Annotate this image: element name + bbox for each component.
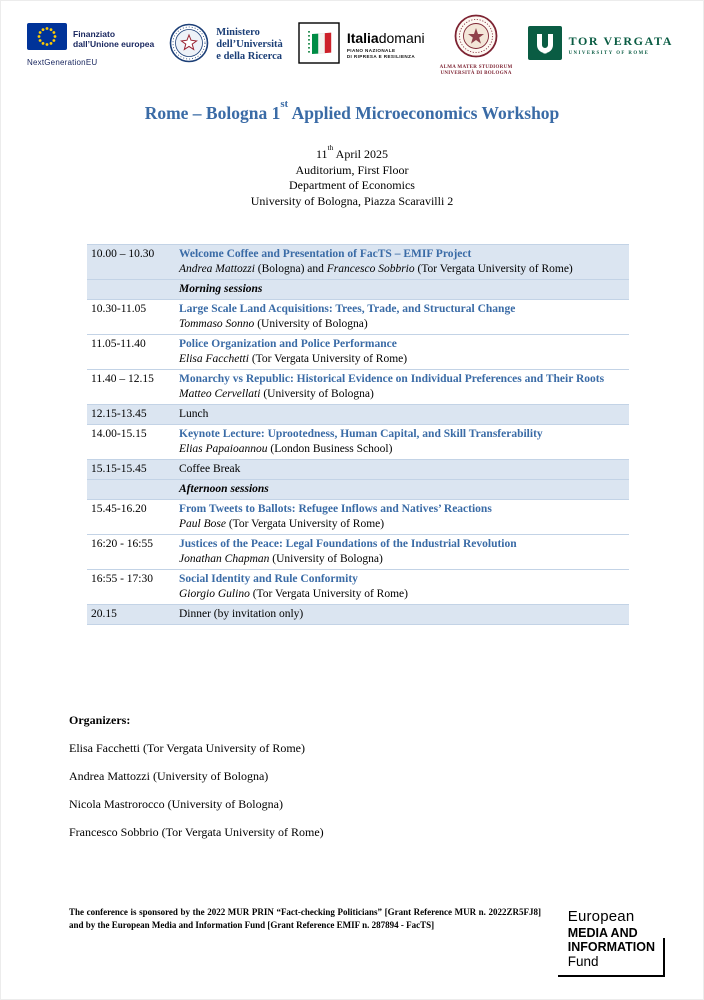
ministero-universita-logo	[169, 23, 283, 68]
tor-vergata-text: TOR VERGATA UNIVERSITY OF ROME	[568, 34, 673, 56]
schedule-time: 10.30-11.05	[91, 303, 147, 315]
ministero-text: Ministero dell’Università e della Ricerca	[216, 27, 283, 62]
schedule-row	[87, 425, 629, 460]
schedule-content	[179, 426, 629, 457]
schedule-time: 10.00 – 10.30	[91, 248, 155, 260]
schedule-content	[179, 571, 629, 602]
schedule-content	[179, 246, 629, 277]
talk-title: From Tweets to Ballots: Refugee Inflows and Natives’ Reactions	[179, 503, 492, 515]
schedule-time: 14.00-15.15	[91, 428, 147, 440]
bologna-seal-icon	[454, 14, 498, 63]
schedule-time: 11.05-11.40	[91, 338, 146, 350]
emif-logo: European MEDIA AND INFORMATION Fund	[560, 906, 665, 977]
schedule-row	[87, 300, 629, 335]
eu-funding-text: Finanziato dall’Unione europea	[73, 29, 155, 49]
break-label: Lunch	[179, 408, 209, 420]
speaker-line: Giorgio Gulino (Tor Vergata University of Rome)	[179, 588, 408, 600]
schedule-row	[87, 405, 629, 425]
schedule-row	[87, 570, 629, 605]
footer	[69, 906, 665, 977]
schedule-time	[87, 481, 179, 497]
schedule-row	[87, 535, 629, 570]
session-header: Morning sessions	[179, 283, 263, 295]
speaker-line: Paul Bose (Tor Vergata University of Rome)	[179, 518, 385, 530]
logo-bar	[27, 15, 673, 75]
speaker-line: Andrea Mattozzi (Bologna) and Francesco Sobbrio (Tor Vergata University of Rome)	[179, 263, 573, 275]
schedule-row	[87, 480, 629, 500]
organizer-name: Francesco Sobbrio (Tor Vergata University of Rome)	[69, 825, 324, 839]
schedule-content	[179, 281, 629, 297]
talk-title: Welcome Coffee and Presentation of FacTS – EMIF Project	[179, 248, 472, 260]
italiadomani-logo	[298, 22, 425, 69]
tor-vergata-emblem-icon	[528, 26, 562, 65]
organizer-name: Andrea Mattozzi (University of Bologna)	[69, 769, 269, 783]
schedule-time: 16:55 - 17:30	[91, 573, 153, 585]
workshop-title: Rome – Bologna 1st Applied Microeconomics Workshop	[144, 98, 560, 123]
schedule-content	[179, 461, 629, 477]
schedule-row	[87, 605, 629, 625]
break-label: Coffee Break	[179, 463, 241, 475]
venue-line-3: University of Bologna, Piazza Scaravilli 2	[250, 193, 454, 208]
talk-title: Monarchy vs Republic: Historical Evidence on Individual Preferences and Their Roots	[179, 373, 605, 385]
schedule-row	[87, 280, 629, 300]
schedule-time: 11.40 – 12.15	[91, 373, 154, 385]
italiadomani-text: Italiadomani PIANO NAZIONALE DI RIPRESA E RESILIENZA	[346, 30, 425, 59]
event-date: 11th April 2025	[315, 142, 389, 161]
schedule-time: 12.15-13.45	[91, 408, 147, 420]
speaker-line: Jonathan Chapman (University of Bologna)	[179, 553, 383, 565]
schedule-row	[87, 335, 629, 370]
venue-line-2: Department of Economics	[289, 178, 415, 192]
speaker-line: Elisa Facchetti (Tor Vergata University of Rome)	[179, 353, 408, 365]
session-header: Afternoon sessions	[179, 483, 269, 495]
talk-title: Social Identity and Rule Conformity	[179, 573, 358, 585]
speaker-line: Tommaso Sonno (University of Bologna)	[179, 318, 368, 330]
schedule-content	[179, 301, 629, 332]
schedule-content	[179, 371, 629, 402]
italy-emblem-icon	[169, 23, 209, 68]
bologna-university-logo	[440, 14, 513, 77]
schedule-row	[87, 460, 629, 480]
schedule-content	[179, 336, 629, 367]
bologna-caption: ALMA MATER STUDIORUM UNIVERSITÀ DI BOLOGNA	[439, 64, 513, 76]
organizer-name: Nicola Mastrorocco (University of Bologna)	[69, 797, 283, 811]
eu-funding-logo	[27, 23, 154, 67]
venue-block	[1, 143, 703, 209]
tor-vergata-logo	[528, 26, 673, 65]
speaker-line: Elias Papaioannou (London Business School)	[179, 443, 393, 455]
talk-title: Justices of the Peace: Legal Foundations of the Industrial Revolution	[179, 538, 517, 550]
talk-title: Police Organization and Police Performance	[179, 338, 397, 350]
schedule-time: 20.15	[91, 608, 117, 620]
speaker-line: Matteo Cervellati (University of Bologna)	[179, 388, 374, 400]
sponsor-statement: The conference is sponsored by the 2022 MUR PRIN “Fact-checking Politicians” [Grant Reference MUR n. 2022ZR5FJ8] and by the European Media and Information Fund [Grant Reference EMIF n. 287894 - FacTS]	[69, 907, 541, 930]
organizer-name: Elisa Facchetti (Tor Vergata University of Rome)	[69, 741, 305, 755]
schedule-time: 16:20 - 16:55	[91, 538, 153, 550]
schedule-row	[87, 245, 629, 280]
talk-title: Large Scale Land Acquisitions: Trees, Trade, and Structural Change	[179, 303, 516, 315]
eu-flag-icon	[27, 23, 67, 55]
schedule-content	[179, 536, 629, 567]
schedule-row	[87, 370, 629, 405]
schedule-content	[179, 501, 629, 532]
schedule-time: 15.45-16.20	[91, 503, 147, 515]
next-generation-eu-label: NextGenerationEU	[27, 58, 98, 67]
organizers-heading: Organizers:	[69, 713, 131, 727]
venue-line-1: Auditorium, First Floor	[295, 162, 409, 177]
talk-title: Keynote Lecture: Uprootedness, Human Capital, and Skill Transferability	[179, 428, 543, 440]
schedule-content	[179, 406, 629, 422]
schedule-time	[87, 281, 179, 297]
italian-flag-icon	[298, 22, 340, 69]
schedule-content	[179, 481, 629, 497]
break-label: Dinner (by invitation only)	[179, 608, 304, 620]
schedule-time: 15.15-15.45	[91, 463, 147, 475]
schedule-table	[87, 244, 629, 625]
schedule-row	[87, 500, 629, 535]
schedule-content	[179, 606, 629, 622]
organizers-section	[69, 713, 324, 853]
